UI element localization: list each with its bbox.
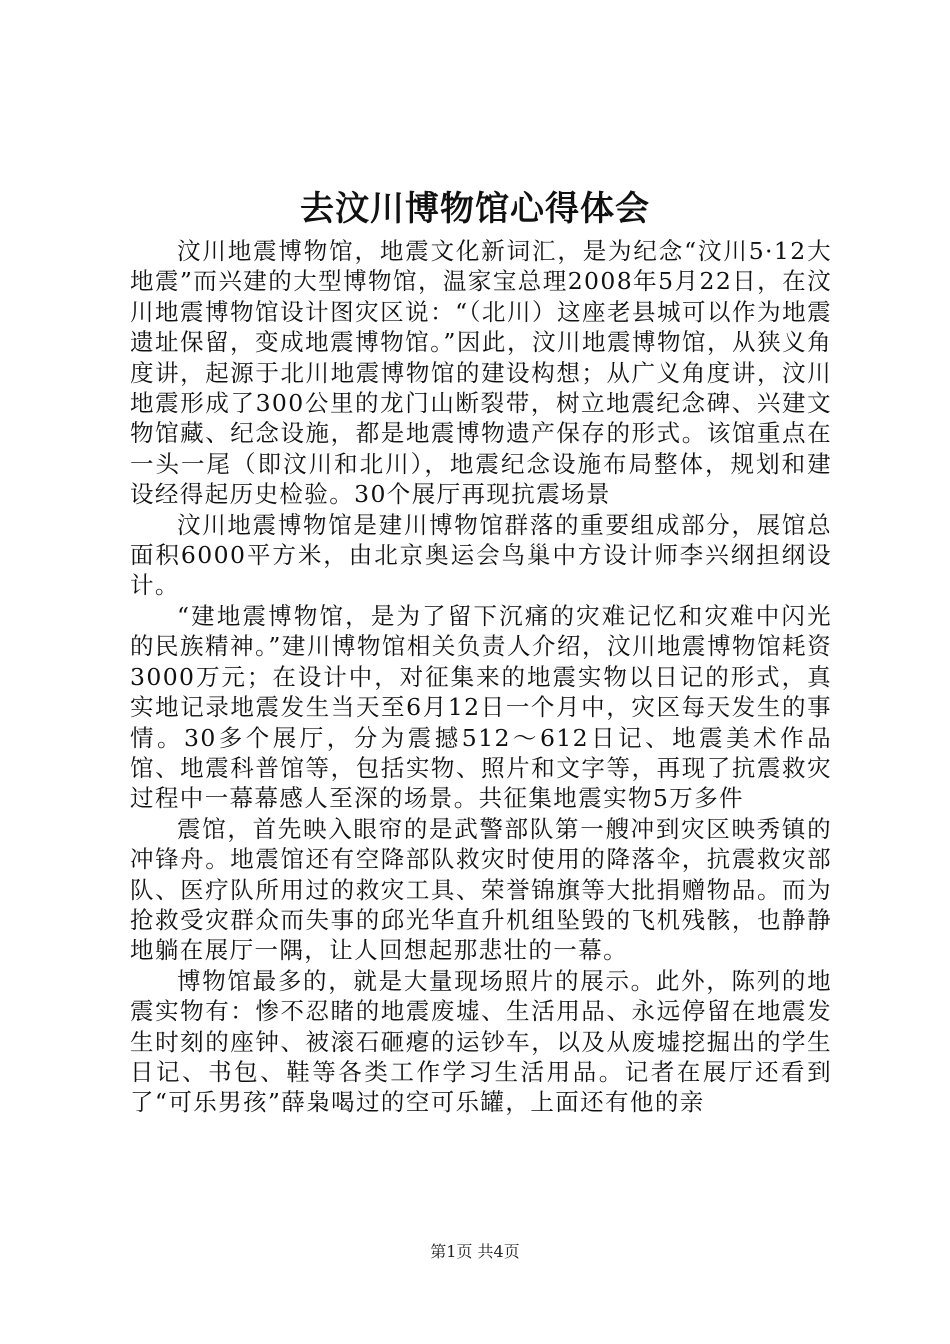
paragraph-3: “建地震博物馆，是为了留下沉痛的灾难记忆和灾难中闪光的民族精神。”建川博物馆相关负责人介绍，汶川地震博物馆耗资3000万元；在设计中，对征集来的地震实物以日记的形式，真实地记录地震发生当天至6月12日一个月中，灾区每天发生的事情。30多个展厅，分为震撼512～612日记、地震美术作品馆、地震科普馆等，包括实物、照片和文字等，再现了抗震救灾过程中一幕幕感人至深的场景。共征集地震实物5万多件 xyxy=(130,601,832,813)
paragraph-1: 汶川地震博物馆，地震文化新词汇，是为纪念“汶川5·12大地震”而兴建的大型博物馆，温家宝总理2008年5月22日，在汶川地震博物馆设计图灾区说：“（北川）这座老县城可以作为地震遗址保留，变成地震博物馆。”因此，汶川地震博物馆，从狭义角度讲，起源于北川地震博物馆的建设构想；从广义角度讲，汶川地震形成了300公里的龙门山断裂带，树立地震纪念碑、兴建文物馆藏、纪念设施，都是地震博物遗产保存的形式。该馆重点在一头一尾（即汶川和北川），地震纪念设施布局整体，规划和建设经得起历史检验。30个展厅再现抗震场景 xyxy=(130,237,832,509)
paragraph-5: 博物馆最多的，就是大量现场照片的展示。此外，陈列的地震实物有：惨不忍睹的地震废墟、生活用品、永远停留在地震发生时刻的座钟、被滚石砸瘪的运钞车，以及从废墟挖掘出的学生日记、书包、鞋等各类工作学习生活用品。记者在展厅还看到了“可乐男孩”薛枭喝过的空可乐罐，上面还有他的亲 xyxy=(130,966,832,1117)
paragraph-2: 汶川地震博物馆是建川博物馆群落的重要组成部分，展馆总面积6000平方米，由北京奥运会鸟巢中方设计师李兴纲担纲设计。 xyxy=(130,510,832,600)
page-number-footer: 第1页 共4页 xyxy=(430,1242,520,1261)
paragraph-4: 震馆，首先映入眼帘的是武警部队第一艘冲到灾区映秀镇的冲锋舟。地震馆还有空降部队救灾时使用的降落伞，抗震救灾部队、医疗队所用过的救灾工具、荣誉锦旗等大批捐赠物品。而为抢救受灾群众而失事的邱光华直升机组坠毁的飞机残骸，也静静地躺在展厅一隅，让人回想起那悲壮的一幕。 xyxy=(130,814,832,965)
document-title: 去汶川博物馆心得体会 xyxy=(300,189,650,229)
document-body xyxy=(130,236,832,1118)
